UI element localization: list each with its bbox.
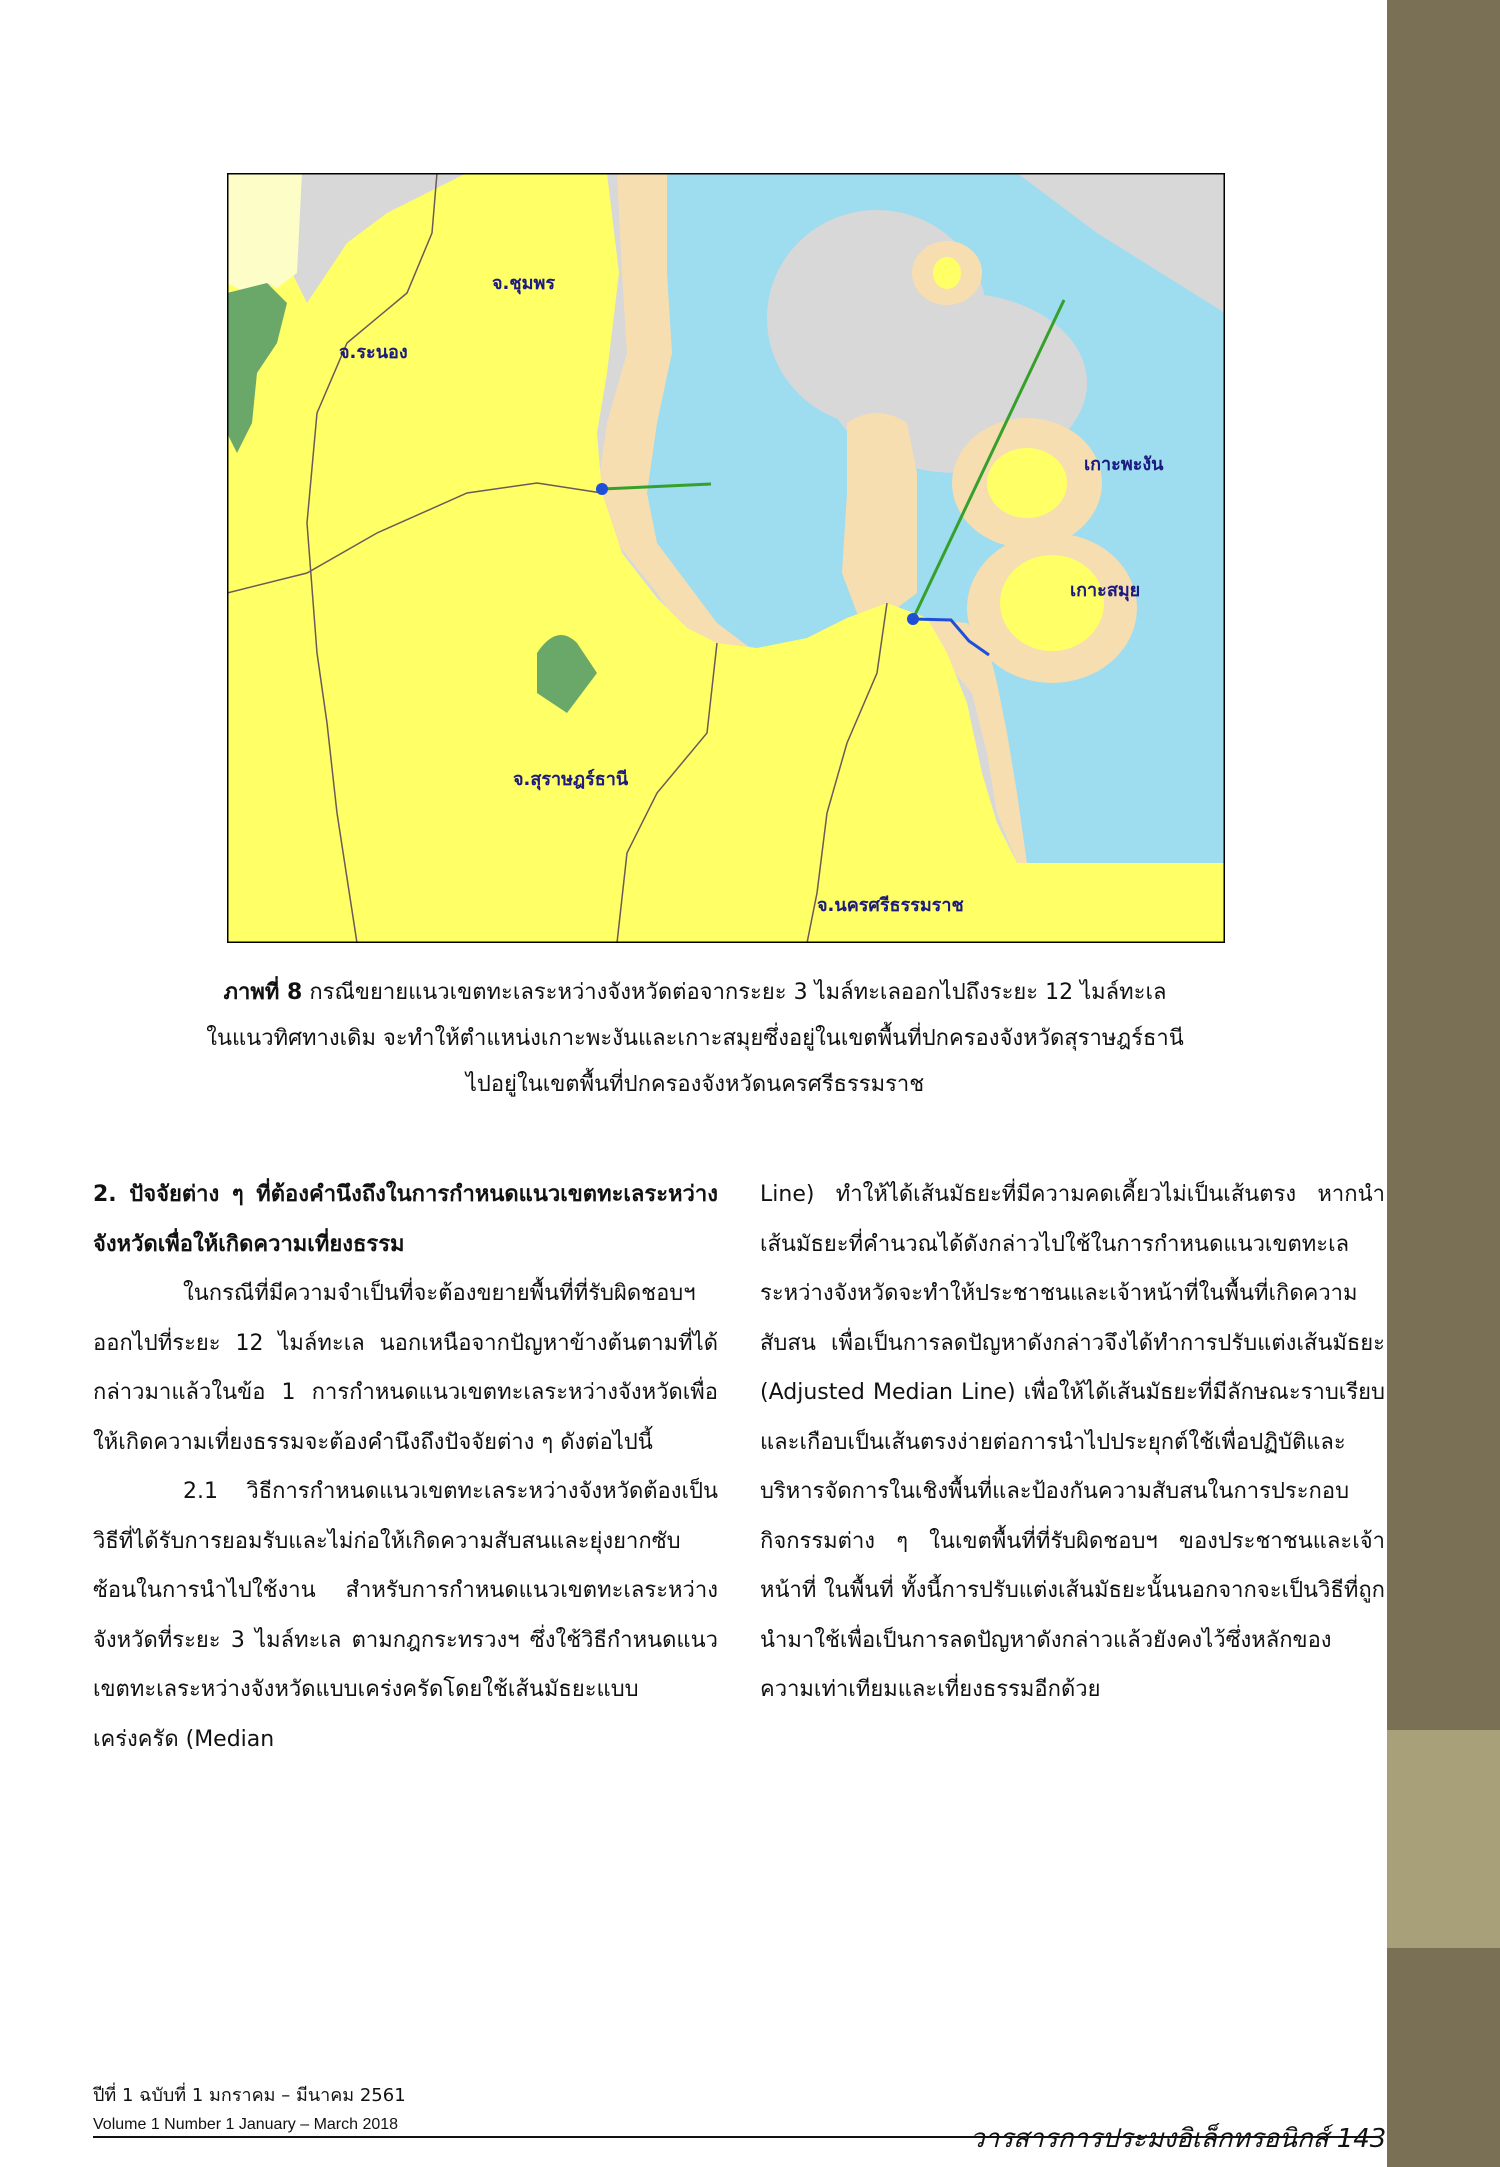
caption-label: ภาพที่ 8 [223,980,303,1005]
figure-caption [150,970,1240,1108]
label-phangan: เกาะพะงัน [1084,454,1164,475]
page-sidebar-tab [1387,1730,1500,1948]
caption-line-2: ในแนวทิศทางเดิม จะทำให้ตำแหน่งเกาะพะงันและเกาะสมุยซึ่งอยู่ในเขตพื้นที่ปกครองจังหวัดสุราษฎร์ธานี [206,1026,1184,1051]
label-ranong: จ.ระนอง [339,342,408,363]
footer-journal-title: วารสารการประมงอิเล็กทรอนิกส์ 143 [970,2124,1387,2154]
section-heading: 2. ปัจจัยต่าง ๆ ที่ต้องคำนึงถึงในการกำหนดแนวเขตทะเลระหว่างจังหวัดเพื่อให้เกิดความเที่ยงธรรม [93,1182,718,1257]
label-nakhon: จ.นครศรีธรรมราช [817,895,964,916]
label-surat: จ.สุราษฎร์ธานี [513,769,629,790]
right-column [760,1170,1385,1715]
caption-line-3: ไปอยู่ในเขตพื้นที่ปกครองจังหวัดนครศรีธรรมราช [465,1072,925,1097]
footer-issue-thai: ปีที่ 1 ฉบับที่ 1 มกราคม – มีนาคม 2561 [93,2085,406,2106]
label-chumphon: จ.ชุมพร [492,273,555,294]
paragraph-3: Line) ทำให้ได้เส้นมัธยะที่มีความคดเคี้ยวไม่เป็นเส้นตรง หากนำเส้นมัธยะที่คำนวณได้ดังกล่าวไปใช้ในการกำหนดแนวเขตทะเลระหว่างจังหวัดจะทำให้ประชาชนและเจ้าหน้าที่ในพื้นที่เกิดความสับสน เพื่อเป็นการลดปัญหาดังกล่าวจึงได้ทำการปรับแต่งเส้นมัธยะ (Adjusted Median Line) เพื่อให้ได้เส้นมัธยะที่มีลักษณะราบเรียบและเกือบเป็นเส้นตรงง่ายต่อการนำไปประยุกต์ใช้เพื่อปฏิบัติและบริหารจัดการในเชิงพื้นที่และป้องกันความสับสนในการประกอบกิจกรรมต่าง ๆ ในเขตพื้นที่ที่รับผิดชอบฯ ของประชาชนและเจ้าหน้าที่ ในพื้นที่ ทั้งนี้การปรับแต่งเส้นมัธยะนั้นนอกจากจะเป็นวิธีที่ถูกนำมาใช้เพื่อเป็นการลดปัญหาดังกล่าวแล้วยังคงไว้ซึ่งหลักของความเท่าเทียมและเที่ยงธรรมอีกด้วย [760,1182,1385,1702]
footer-issue-english: Volume 1 Number 1 January – March 2018 [93,2116,399,2133]
label-samui: เกาะสมุย [1070,580,1141,601]
paragraph-2: 2.1 วิธีการกำหนดแนวเขตทะเลระหว่างจังหวัดต้องเป็นวิธีที่ได้รับการยอมรับและไม่ก่อให้เกิดความสับสนและยุ่งยากซับซ้อนในการนำไปใช้งาน สำหรับการกำหนดแนวเขตทะเลระหว่างจังหวัดที่ระยะ 3 ไมล์ทะเล ตามกฎกระทรวงฯ ซึ่งใช้วิธีกำหนดแนวเขตทะเลระหว่างจังหวัดแบบเคร่งครัดโดยใช้เส้นมัธยะแบบเคร่งครัด (Median [93,1479,718,1752]
boundary-map [227,173,1225,943]
paragraph-1: ในกรณีที่มีความจำเป็นที่จะต้องขยายพื้นที่ที่รับผิดชอบฯ ออกไปที่ระยะ 12 ไมล์ทะเล นอกเหนือจากปัญหาข้างต้นตามที่ได้กล่าวมาแล้วในข้อ 1 การกำหนดแนวเขตทะเลระหว่างจังหวัดเพื่อให้เกิดความเที่ยงธรรมจะต้องคำนึงถึงปัจจัยต่าง ๆ ดังต่อไปนี้ [93,1281,718,1455]
caption-line-1: กรณีขยายแนวเขตทะเลระหว่างจังหวัดต่อจากระยะ 3 ไมล์ทะเลออกไปถึงระยะ 12 ไมล์ทะเล [309,980,1167,1005]
left-column [93,1170,718,1764]
